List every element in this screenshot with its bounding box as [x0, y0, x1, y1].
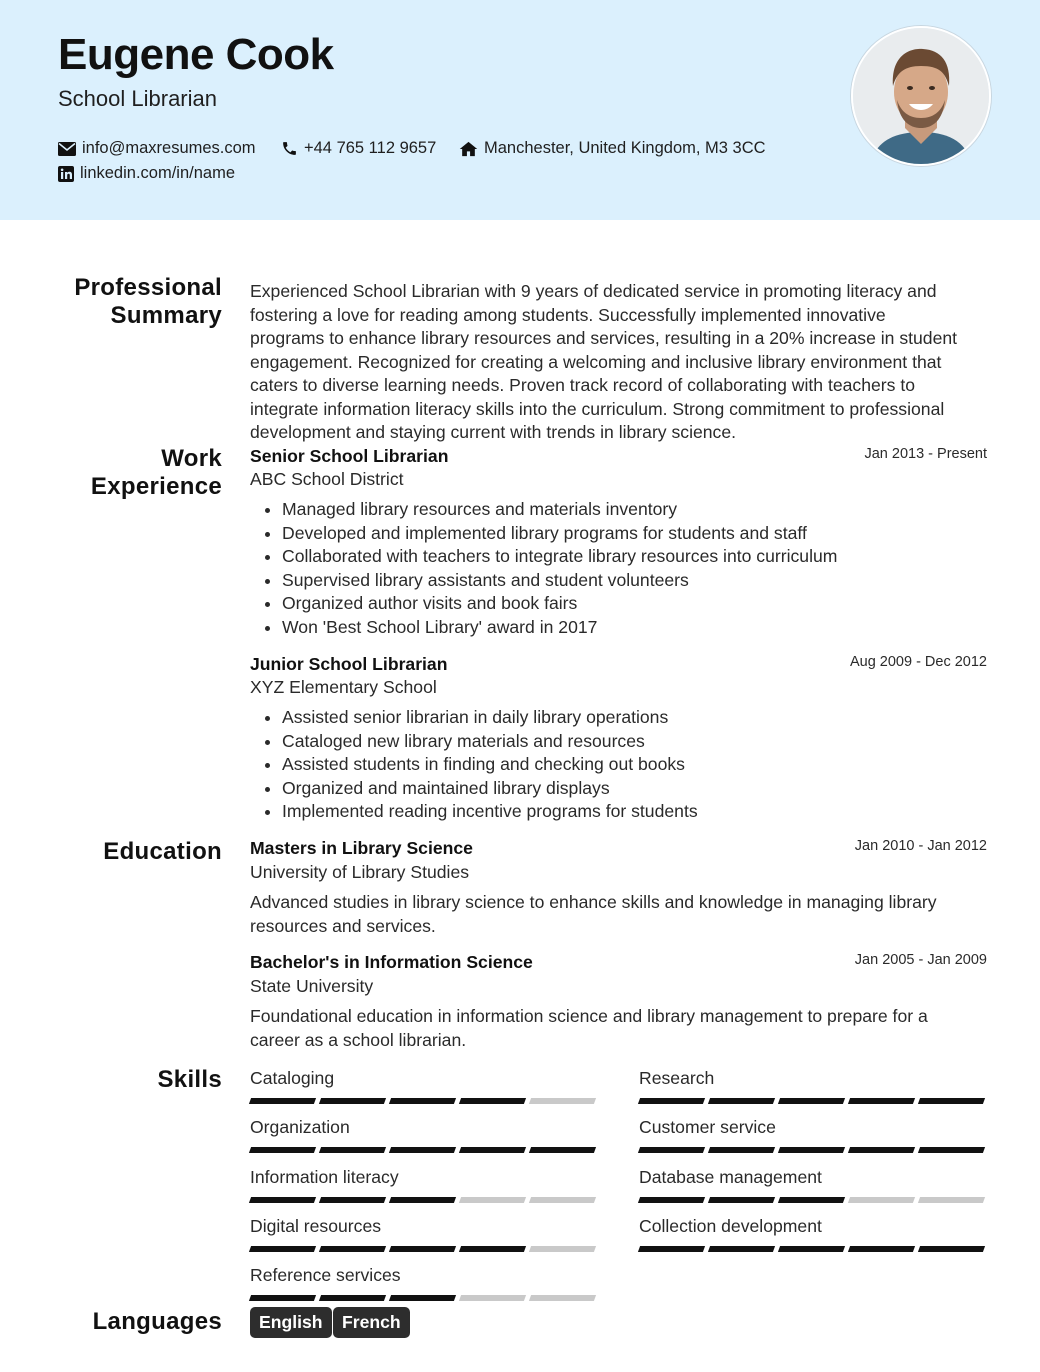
- skill-segment-filled: [389, 1197, 456, 1203]
- skill-segment-filled: [778, 1197, 845, 1203]
- skill-name: Database management: [639, 1166, 822, 1187]
- skill-item: [250, 1165, 598, 1203]
- job-bullets: [250, 498, 837, 640]
- education-description: [250, 1005, 987, 1052]
- skill-segment-filled: [319, 1197, 386, 1203]
- skill-level-bar: [639, 1246, 987, 1252]
- skill-segment-filled: [848, 1246, 915, 1252]
- description-line: career as a school librarian.: [250, 1029, 467, 1050]
- section-title-summary: [74, 274, 222, 330]
- skill-item: [250, 1115, 598, 1153]
- skill-segment-filled: [638, 1246, 705, 1252]
- summary-text: [250, 280, 987, 445]
- section-title-education: Education: [103, 838, 222, 865]
- skill-segment-filled: [638, 1197, 705, 1203]
- skill-segment-empty: [529, 1098, 596, 1104]
- job-role: Senior School Librarian: [250, 446, 449, 466]
- skill-level-bar: [250, 1197, 598, 1203]
- skill-segment-filled: [918, 1147, 985, 1153]
- skill-segment-filled: [918, 1246, 985, 1252]
- job-title: School Librarian: [58, 86, 217, 111]
- skill-name: Organization: [250, 1117, 350, 1138]
- degree-title: Masters in Library Science: [250, 838, 473, 858]
- skill-name: Information literacy: [250, 1166, 399, 1187]
- skill-name: Digital resources: [250, 1215, 382, 1236]
- skill-name: Reference services: [250, 1265, 401, 1286]
- skill-segment-filled: [708, 1147, 775, 1153]
- bullet-item: • Managed library resources and materials inventory: [282, 498, 837, 522]
- skill-item: [250, 1214, 598, 1252]
- skill-level-bar: [250, 1098, 598, 1104]
- summary-line: programs to enhance library resources and services, resulting in a 20% increase in student: [250, 328, 958, 348]
- bullet-item: • Collaborated with teachers to integrate library resources into curriculum: [282, 545, 837, 569]
- linkedin-icon: [58, 166, 74, 182]
- skill-item: [639, 1066, 987, 1104]
- skill-segment-filled: [459, 1147, 526, 1153]
- linkedin-text: linkedin.com/in/name: [80, 164, 235, 182]
- skill-segment-filled: [638, 1147, 705, 1153]
- section-title-line: Summary: [110, 302, 222, 329]
- section-title-skills: Skills: [157, 1066, 222, 1093]
- description-line: Advanced studies in library science to enhance skills and knowledge in managing library: [250, 892, 937, 912]
- phone-text: +44 765 112 9657: [304, 139, 437, 157]
- bullet-item: • Cataloged new library materials and resources: [282, 730, 698, 754]
- bullet-item: • Organized author visits and book fairs: [282, 592, 837, 616]
- skill-level-bar: [639, 1098, 987, 1104]
- job-org: ABC School District: [250, 469, 404, 489]
- email-text: info@maxresumes.com: [82, 139, 256, 157]
- summary-line: fostering a love for reading among students. Successfully implemented innovative: [250, 304, 886, 325]
- education-date: Jan 2010 - Jan 2012: [854, 838, 987, 854]
- skill-segment-empty: [529, 1246, 596, 1252]
- skill-segment-filled: [249, 1147, 316, 1153]
- skill-item: [639, 1165, 987, 1203]
- envelope-icon: [58, 142, 76, 156]
- skill-segment-filled: [319, 1295, 386, 1301]
- degree-title: Bachelor's in Information Science: [250, 952, 533, 972]
- skill-segment-filled: [459, 1246, 526, 1252]
- skill-segment-filled: [249, 1295, 316, 1301]
- skill-segment-empty: [459, 1295, 526, 1301]
- skill-item: [639, 1115, 987, 1153]
- skill-segment-filled: [778, 1098, 845, 1104]
- skill-segment-filled: [389, 1147, 456, 1153]
- skill-segment-filled: [319, 1098, 386, 1104]
- language-pill: French: [333, 1307, 410, 1338]
- skill-name: Research: [639, 1068, 715, 1088]
- skill-level-bar: [250, 1147, 598, 1153]
- skill-name: Customer service: [639, 1117, 776, 1138]
- skill-segment-filled: [848, 1147, 915, 1153]
- skill-segment-empty: [459, 1197, 526, 1203]
- skill-segment-empty: [529, 1295, 596, 1301]
- summary-line: caters to diverse learning needs. Proven track record of collaborating with teachers to: [250, 375, 915, 395]
- contact-email[interactable]: [58, 139, 256, 158]
- phone-icon: [281, 140, 298, 157]
- summary-line: integrate information literacy skills into the curriculum. Strong commitment to professional: [250, 398, 945, 419]
- skill-segment-filled: [529, 1147, 596, 1153]
- contact-address: [459, 139, 766, 158]
- summary-line: development and staying current with trends in library science.: [250, 422, 737, 442]
- skill-segment-filled: [459, 1098, 526, 1104]
- skill-item: [250, 1066, 598, 1104]
- bullet-item: • Supervised library assistants and student volunteers: [282, 569, 837, 593]
- skill-level-bar: [639, 1197, 987, 1203]
- school-name: University of Library Studies: [250, 862, 470, 882]
- language-pill: English: [250, 1307, 332, 1338]
- profile-photo: [851, 26, 991, 166]
- home-icon: [459, 141, 478, 157]
- skill-segment-filled: [708, 1246, 775, 1252]
- job-bullets: [250, 706, 698, 824]
- contact-phone[interactable]: [281, 139, 436, 158]
- skill-name: Collection development: [639, 1215, 822, 1236]
- skill-segment-filled: [389, 1295, 456, 1301]
- education-description: [250, 891, 987, 938]
- skill-segment-empty: [918, 1197, 985, 1203]
- job-date: Jan 2013 - Present: [864, 446, 987, 462]
- skill-segment-filled: [778, 1246, 845, 1252]
- summary-line: Experienced School Librarian with 9 years of dedicated service in promoting literacy and: [250, 281, 937, 301]
- skill-item: [250, 1263, 598, 1301]
- bullet-item: • Implemented reading incentive programs for students: [282, 800, 698, 824]
- description-line: Foundational education in information science and library management to prepare for a: [250, 1006, 928, 1026]
- bullet-item: • Assisted senior librarian in daily library operations: [282, 706, 698, 730]
- skill-level-bar: [639, 1147, 987, 1153]
- skill-item: [639, 1214, 987, 1252]
- skill-name: Cataloging: [250, 1068, 335, 1088]
- skill-segment-filled: [249, 1197, 316, 1203]
- section-title-work: [91, 445, 222, 501]
- bullet-item: • Developed and implemented library programs for students and staff: [282, 522, 837, 546]
- skill-segment-empty: [529, 1197, 596, 1203]
- education-date: Jan 2005 - Jan 2009: [854, 952, 987, 968]
- candidate-name: Eugene Cook: [58, 30, 334, 79]
- description-line: resources and services.: [250, 915, 436, 936]
- skill-segment-filled: [708, 1098, 775, 1104]
- skill-segment-filled: [848, 1098, 915, 1104]
- header: [0, 0, 1040, 220]
- bullet-item: • Assisted students in finding and checking out books: [282, 753, 698, 777]
- skill-segment-filled: [249, 1246, 316, 1252]
- address-text: Manchester, United Kingdom, M3 3CC: [484, 139, 766, 157]
- section-title-line: Professional: [74, 274, 222, 301]
- skill-segment-filled: [778, 1147, 845, 1153]
- section-title-line: Work: [161, 445, 222, 472]
- skill-segment-empty: [848, 1197, 915, 1203]
- section-title-line: Experience: [90, 473, 222, 500]
- skill-segment-filled: [319, 1147, 386, 1153]
- job-date: Aug 2009 - Dec 2012: [849, 654, 987, 670]
- job-org: XYZ Elementary School: [250, 677, 437, 697]
- skill-segment-filled: [638, 1098, 705, 1104]
- contact-linkedin[interactable]: [58, 164, 235, 183]
- skill-level-bar: [250, 1295, 598, 1301]
- job-role: Junior School Librarian: [250, 654, 448, 674]
- bullet-item: • Organized and maintained library displays: [282, 777, 698, 801]
- skill-level-bar: [250, 1246, 598, 1252]
- skill-segment-filled: [708, 1197, 775, 1203]
- section-title-languages: Languages: [92, 1308, 222, 1335]
- skill-segment-filled: [249, 1098, 316, 1104]
- summary-line: engagement. Recognized for creating a welcoming and inclusive library environment that: [250, 351, 942, 372]
- skill-segment-filled: [319, 1246, 386, 1252]
- school-name: State University: [250, 976, 374, 996]
- skill-segment-filled: [918, 1098, 985, 1104]
- skill-segment-filled: [389, 1246, 456, 1252]
- skill-segment-filled: [389, 1098, 456, 1104]
- bullet-item: • Won 'Best School Library' award in 2017: [282, 616, 837, 640]
